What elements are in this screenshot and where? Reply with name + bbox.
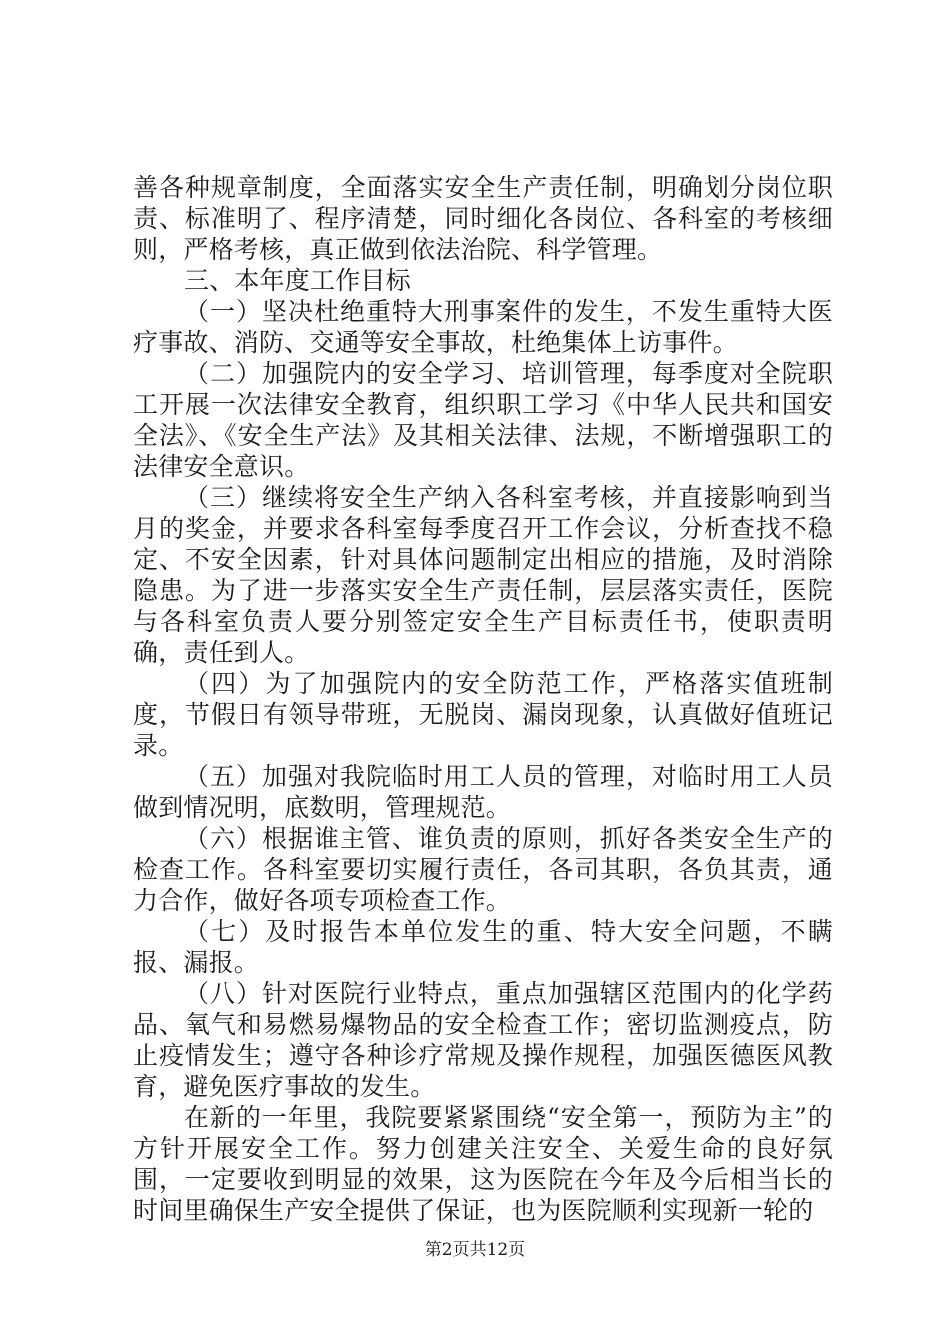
section-heading: 三、本年度工作目标: [184, 266, 411, 295]
goal-item-5: （五）加强对我院临时用工人员的管理，对临时用工人员做到情况明，底数明，管理规范。: [133, 762, 833, 822]
goal-item-4: （四）为了加强院内的安全防范工作，严格落实值班制度，节假日有领导带班，无脱岗、漏岗现象，认真做好值班记录。: [133, 669, 833, 760]
closing-paragraph: 在新的一年里，我院要紧紧围绕“安全第一，预防为主”的方针开展安全工作。努力创建关注安全、关爱生命的良好氛围，一定要收到明显的效果，这为医院在今年及今后相当长的时间里确保生产安全提供了保证，也为医院顺利实现新一轮的: [133, 1103, 833, 1225]
goal-item-8: （八）针对医院行业特点，重点加强辖区范围内的化学药品、氧气和易燃易爆物品的安全检查工作；密切监测疫点，防止疫情发生；遵守各种诊疗常规及操作规程，加强医德医风教育，避免医疗事故的发生。: [133, 979, 833, 1101]
page-total: 共12页: [469, 1240, 526, 1260]
goal-item-6: （六）根据谁主管、谁负责的原则，抓好各类安全生产的检查工作。各科室要切实履行责任，各司其职，各负其责，通力合作，做好各项专项检查工作。: [133, 824, 833, 915]
goal-item-1: （一）坚决杜绝重特大刑事案件的发生，不发生重特大医疗事故、消防、交通等安全事故，杜绝集体上访事件。: [133, 297, 833, 357]
page-footer: [0, 1240, 950, 1260]
page-number: 第2页: [424, 1240, 470, 1260]
paragraph-continuation: 善各种规章制度，全面落实安全生产责任制，明确划分岗位职责、标准明了、程序清楚，同时细化各岗位、各科室的考核细则，严格考核，真正做到依法治院、科学管理。: [133, 173, 833, 264]
goal-item-7: （七）及时报告本单位发生的重、特大安全问题，不瞒报、漏报。: [133, 917, 833, 977]
document-body: [133, 172, 833, 1226]
goal-item-3: （三）继续将安全生产纳入各科室考核，并直接影响到当月的奖金，并要求各科室每季度召开工作会议，分析查找不稳定、不安全因素，针对具体问题制定出相应的措施，及时消除隐患。为了进一步落实安全生产责任制，层层落实责任，医院与各科室负责人要分别签定安全生产目标责任书，使职责明确，责任到人。: [133, 483, 833, 667]
goal-item-2: （二）加强院内的安全学习、培训管理，每季度对全院职工开展一次法律安全教育，组织职工学习《中华人民共和国安全法》、《安全生产法》及其相关法律、法规，不断增强职工的法律安全意识。: [133, 359, 833, 481]
